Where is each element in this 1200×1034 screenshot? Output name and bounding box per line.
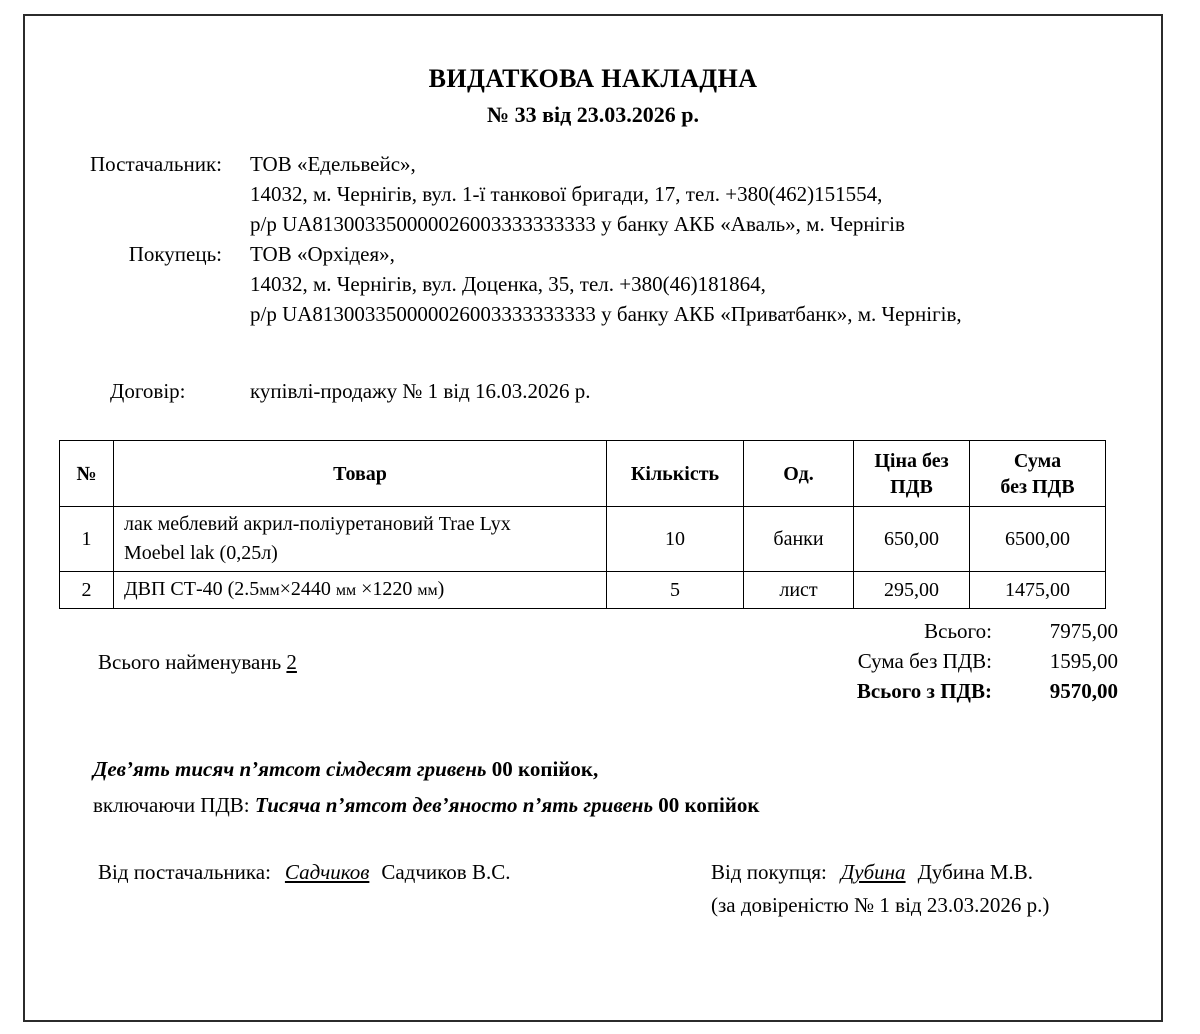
- buyer-signature-fullname: Дубина М.В.: [917, 860, 1034, 884]
- vat-label: Сума без ПДВ:: [857, 649, 992, 673]
- vat-words-kopecks: 00 копійок: [658, 793, 760, 817]
- vat-words-main: Тисяча п’ятсот дев’яносто п’ять гривень: [254, 793, 654, 817]
- buyer-address: 14032, м. Чернігів, вул. Доценка, 35, тел. +380(46)181864,: [250, 272, 766, 296]
- table-row: [60, 572, 1106, 609]
- buyer-signature-row: [711, 856, 1049, 888]
- row2-num: 2: [60, 572, 114, 609]
- buyer-name-row: [25, 239, 1161, 269]
- supplier-address-row: [25, 179, 1161, 209]
- row2-quantity: 5: [607, 572, 744, 609]
- grand-total-value: 9570,00: [1049, 679, 1118, 703]
- vat-row: [625, 646, 1118, 676]
- amount-words-line1: [93, 751, 1133, 787]
- document-number-date: № 33 від 23.03.2026 р.: [487, 102, 699, 127]
- row2-goods-mid2: ×1220: [356, 578, 418, 600]
- row1-unit: банки: [744, 507, 854, 572]
- totals-block: [625, 616, 1118, 706]
- names-count-value: 2: [286, 650, 297, 674]
- buyer-bank-account: р/р UA813003350000026003333333333 у банку АКБ «Приватбанк», м. Чернігів,: [250, 302, 962, 326]
- row2-goods-prefix: ДВП СТ-40 (2.5: [124, 578, 260, 600]
- header-num: №: [60, 441, 114, 507]
- amount-words-line2: [93, 787, 1133, 823]
- table-header-row: [60, 441, 1106, 507]
- grand-total-label: Всього з ПДВ:: [856, 679, 992, 703]
- supplier-bank-row: [25, 209, 1161, 239]
- buyer-label: Покупець:: [128, 242, 222, 266]
- grand-total-row: [625, 676, 1118, 706]
- table-row: [60, 507, 1106, 572]
- buyer-name: ТОВ «Орхідея»,: [250, 242, 395, 266]
- header-sum: [970, 441, 1106, 507]
- row2-price: 295,00: [854, 572, 970, 609]
- row2-goods: [114, 572, 607, 609]
- row2-sum: 1475,00: [970, 572, 1106, 609]
- supplier-signature-mark: Садчиков: [284, 860, 370, 884]
- amount-words-kopecks: 00 копійок,: [491, 757, 599, 781]
- row1-quantity: 10: [607, 507, 744, 572]
- contract-row: [25, 376, 1161, 406]
- row1-num: 1: [60, 507, 114, 572]
- vat-value: 1595,00: [1049, 649, 1118, 673]
- buyer-signature-mark: Дубина: [840, 860, 906, 884]
- amount-in-words: [93, 751, 1133, 823]
- row2-goods-mid1: ×2440: [279, 578, 336, 600]
- supplier-signature-fullname: Садчиков В.С.: [381, 860, 511, 884]
- subtotal-row: [625, 616, 1118, 646]
- supplier-address: 14032, м. Чернігів, вул. 1-ї танкової бригади, 17, тел. +380(462)151554,: [250, 182, 883, 206]
- parties-block: [25, 149, 1161, 329]
- supplier-name: ТОВ «Едельвейс»,: [250, 152, 416, 176]
- buyer-address-row: [25, 269, 1161, 299]
- subtotal-value: 7975,00: [1049, 619, 1118, 643]
- contract-value: купівлі-продажу № 1 від 16.03.2026 р.: [250, 379, 591, 403]
- buyer-signature-block: [711, 856, 1049, 922]
- supplier-signature-row: [98, 856, 511, 888]
- vat-words-prefix: включаючи ПДВ:: [93, 793, 250, 817]
- row2-goods-unit3: мм: [417, 582, 438, 599]
- contract-block: [25, 376, 1161, 406]
- names-count-label: Всього найменувань: [98, 650, 282, 674]
- header-price-line2: ПДВ: [890, 475, 933, 498]
- row2-goods-unit2: мм: [335, 582, 357, 599]
- row1-price: 650,00: [854, 507, 970, 572]
- contract-label: Договір:: [110, 379, 186, 403]
- row1-goods-line1: лак меблевий акрил-поліуретановий Trae Lyx: [124, 513, 511, 535]
- buyer-proxy-note: (за довіреністю № 1 від 23.03.2026 р.): [711, 893, 1050, 917]
- supplier-name-row: [25, 149, 1161, 179]
- header-quantity: Кількість: [607, 441, 744, 507]
- supplier-signature-block: [98, 856, 511, 888]
- supplier-bank-account: р/р UA813003350000026003333333333 у банку АКБ «Аваль», м. Чернігів: [250, 212, 905, 236]
- row1-goods: [114, 507, 607, 572]
- row1-goods-line2: Moebel lak (0,25л): [124, 542, 278, 564]
- subtotal-label: Всього:: [924, 619, 992, 643]
- header-sum-line1: Сума: [1013, 449, 1062, 472]
- row2-goods-suffix: ): [437, 578, 445, 600]
- header-price-line1: Ціна без: [874, 449, 949, 472]
- row2-unit: лист: [744, 572, 854, 609]
- header-goods: Товар: [114, 441, 607, 507]
- document-page: [23, 14, 1163, 1022]
- supplier-signature-caption: Від постачальника:: [98, 860, 271, 884]
- buyer-bank-row: [25, 299, 1161, 329]
- header-price: [854, 441, 970, 507]
- row1-sum: 6500,00: [970, 507, 1106, 572]
- items-table: [59, 440, 1106, 609]
- amount-words-main: Дев’ять тисяч п’ятсот сімдесят гривень: [93, 757, 487, 781]
- row2-goods-unit1: мм: [259, 582, 280, 599]
- header-unit: Од.: [744, 441, 854, 507]
- header-sum-line2: без ПДВ: [1000, 475, 1075, 498]
- supplier-label: Постачальник:: [89, 152, 222, 176]
- names-count: [98, 650, 297, 675]
- buyer-signature-caption: Від покупця:: [711, 860, 827, 884]
- document-title: ВИДАТКОВА НАКЛАДНА: [428, 64, 758, 93]
